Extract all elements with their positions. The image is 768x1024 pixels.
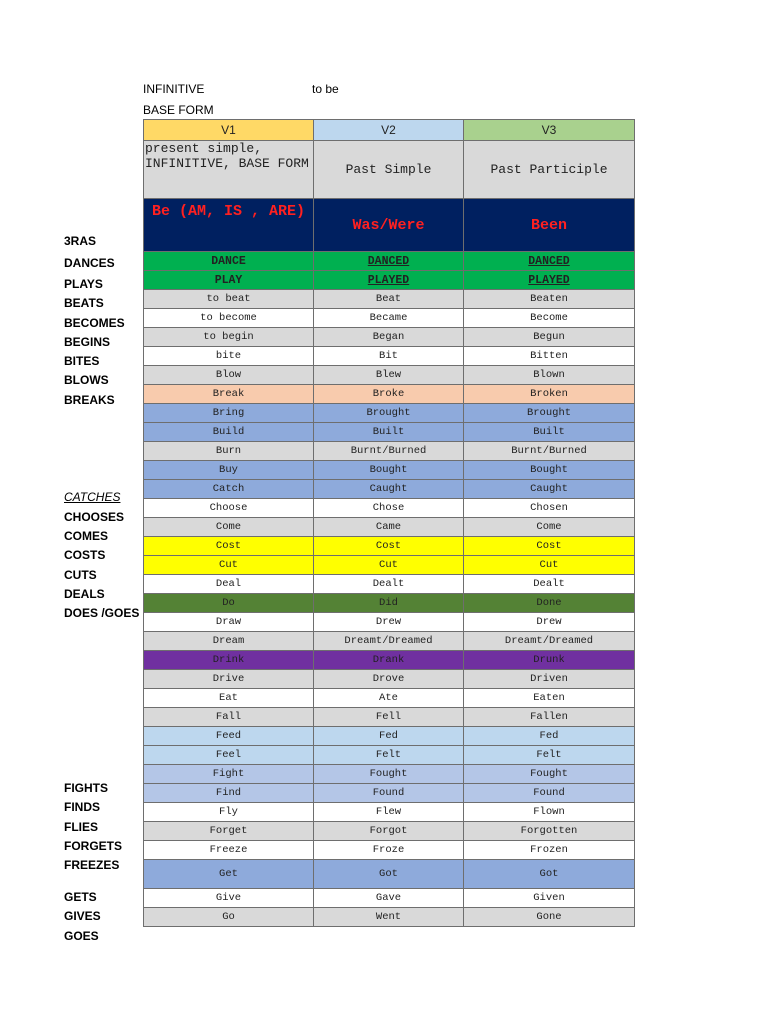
verb-v2-cell: Fought <box>314 765 464 784</box>
verb-row <box>144 404 635 423</box>
verb-v3-cell: Caught <box>464 480 635 499</box>
verb-v3-cell: Beaten <box>464 290 635 309</box>
verb-v2-cell: Forgot <box>314 822 464 841</box>
v3-header: V3 <box>464 120 635 141</box>
verb-row <box>144 499 635 518</box>
verb-v1-cell: Break <box>144 385 314 404</box>
verb-v1-cell: Eat <box>144 689 314 708</box>
verb-v2-cell: Brought <box>314 404 464 423</box>
verb-v3-cell: PLAYED <box>464 271 635 290</box>
third-person-label: DEALS <box>64 587 105 601</box>
third-person-label: BEGINS <box>64 335 111 349</box>
third-person-label: BREAKS <box>64 393 115 407</box>
verb-v1-cell: Give <box>144 889 314 908</box>
verb-row <box>144 841 635 860</box>
verb-v2-cell: Dreamt/Dreamed <box>314 632 464 651</box>
verb-v1-cell: Fly <box>144 803 314 822</box>
verb-row <box>144 594 635 613</box>
verb-v2-cell: Went <box>314 908 464 927</box>
verb-v3-cell: Broken <box>464 385 635 404</box>
verb-v1-cell: Feel <box>144 746 314 765</box>
verb-v2-cell: Came <box>314 518 464 537</box>
verb-v2-cell: Chose <box>314 499 464 518</box>
verb-row <box>144 803 635 822</box>
verb-v2-cell: Felt <box>314 746 464 765</box>
third-person-label: FLIES <box>64 820 99 834</box>
third-person-label: FINDS <box>64 800 100 814</box>
verb-v3-cell: Come <box>464 518 635 537</box>
verb-row <box>144 347 635 366</box>
verb-v1-cell: Drive <box>144 670 314 689</box>
verb-row <box>144 252 635 271</box>
verb-row <box>144 632 635 651</box>
third-person-label: BECOMES <box>64 316 125 330</box>
verb-v2-cell: Did <box>314 594 464 613</box>
verb-row <box>144 708 635 727</box>
verb-v2-cell: Drove <box>314 670 464 689</box>
verb-v1-cell: Do <box>144 594 314 613</box>
verb-v2-cell: Gave <box>314 889 464 908</box>
verb-v2-cell: Ate <box>314 689 464 708</box>
verb-v1-cell: to become <box>144 309 314 328</box>
verb-v2-cell: Blew <box>314 366 464 385</box>
verb-v3-cell: Drunk <box>464 651 635 670</box>
verb-v3-cell: DANCED <box>464 252 635 271</box>
verb-v2-cell: Broke <box>314 385 464 404</box>
third-person-label: BEATS <box>64 296 104 310</box>
verb-v1-cell: Bring <box>144 404 314 423</box>
verb-v2-cell: DANCED <box>314 252 464 271</box>
verb-v1-cell: Come <box>144 518 314 537</box>
verb-row <box>144 765 635 784</box>
verb-row <box>144 480 635 499</box>
verb-v3-cell: Cost <box>464 537 635 556</box>
verb-v2-cell: Built <box>314 423 464 442</box>
verb-table <box>143 119 635 927</box>
verb-v3-cell: Gone <box>464 908 635 927</box>
verb-v1-cell: Feed <box>144 727 314 746</box>
verb-v3-cell: Become <box>464 309 635 328</box>
verb-v3-cell: Driven <box>464 670 635 689</box>
verb-v1-cell: Catch <box>144 480 314 499</box>
verb-v1-cell: to beat <box>144 290 314 309</box>
third-person-label: FORGETS <box>64 839 123 853</box>
verb-v3-cell: Forgotten <box>464 822 635 841</box>
description-row <box>144 141 635 199</box>
third-person-label: 3RAS <box>64 234 97 248</box>
verb-v3-cell: Begun <box>464 328 635 347</box>
verb-row <box>144 385 635 404</box>
verb-v1-cell: Go <box>144 908 314 927</box>
infinitive-value: to be <box>312 82 339 96</box>
verb-v3-cell: Found <box>464 784 635 803</box>
verb-v1-cell: Fall <box>144 708 314 727</box>
verb-v2-cell: Dealt <box>314 575 464 594</box>
base-form-label: BASE FORM <box>143 103 214 117</box>
verb-row <box>144 328 635 347</box>
verb-v3-cell: Chosen <box>464 499 635 518</box>
verb-v3-cell: Bought <box>464 461 635 480</box>
third-person-label: CUTS <box>64 568 97 582</box>
third-person-label: FIGHTS <box>64 781 108 795</box>
v1-description: present simple, INFINITIVE, BASE FORM <box>144 141 314 199</box>
be-v3: Been <box>464 199 635 252</box>
verb-v1-cell: PLAY <box>144 271 314 290</box>
verb-v2-cell: Drank <box>314 651 464 670</box>
verb-row <box>144 290 635 309</box>
third-person-label: CHOOSES <box>64 510 125 524</box>
verb-v1-cell: Find <box>144 784 314 803</box>
verb-row <box>144 889 635 908</box>
verb-v1-cell: Dream <box>144 632 314 651</box>
third-person-label: FREEZES <box>64 858 120 872</box>
verb-v3-cell: Fallen <box>464 708 635 727</box>
verb-v3-cell: Fed <box>464 727 635 746</box>
verb-row <box>144 746 635 765</box>
be-v2: Was/Were <box>314 199 464 252</box>
v3-description: Past Participle <box>464 141 635 199</box>
verb-row <box>144 860 635 889</box>
verb-v1-cell: Get <box>144 860 314 889</box>
verb-v3-cell: Built <box>464 423 635 442</box>
verb-v1-cell: bite <box>144 347 314 366</box>
verb-v2-cell: Fed <box>314 727 464 746</box>
verb-v1-cell: Blow <box>144 366 314 385</box>
v1-header: V1 <box>144 120 314 141</box>
verb-v3-cell: Burnt/Burned <box>464 442 635 461</box>
verb-row <box>144 784 635 803</box>
verb-v3-cell: Drew <box>464 613 635 632</box>
verb-row <box>144 366 635 385</box>
infinitive-label: INFINITIVE <box>143 82 205 96</box>
verb-v1-cell: Freeze <box>144 841 314 860</box>
verb-v3-cell: Fought <box>464 765 635 784</box>
verb-row <box>144 670 635 689</box>
third-person-label: DANCES <box>64 256 115 270</box>
verb-v2-cell: Caught <box>314 480 464 499</box>
verb-v2-cell: Found <box>314 784 464 803</box>
verb-v1-cell: Deal <box>144 575 314 594</box>
verb-v2-cell: Began <box>314 328 464 347</box>
version-header-row <box>144 120 635 141</box>
verb-v1-cell: Cost <box>144 537 314 556</box>
v2-header: V2 <box>314 120 464 141</box>
verb-row <box>144 651 635 670</box>
verb-v2-cell: Got <box>314 860 464 889</box>
verb-v3-cell: Bitten <box>464 347 635 366</box>
verb-v1-cell: Buy <box>144 461 314 480</box>
verb-v1-cell: to begin <box>144 328 314 347</box>
verb-v1-cell: DANCE <box>144 252 314 271</box>
verb-v2-cell: Cut <box>314 556 464 575</box>
verb-v3-cell: Given <box>464 889 635 908</box>
verb-v1-cell: Draw <box>144 613 314 632</box>
third-person-label: PLAYS <box>64 277 103 291</box>
verb-v2-cell: Bought <box>314 461 464 480</box>
v2-description: Past Simple <box>314 141 464 199</box>
verb-row <box>144 423 635 442</box>
verb-v3-cell: Frozen <box>464 841 635 860</box>
verb-v2-cell: Fell <box>314 708 464 727</box>
verb-v1-cell: Fight <box>144 765 314 784</box>
verb-v2-cell: Cost <box>314 537 464 556</box>
verb-row <box>144 613 635 632</box>
verb-v2-cell: Flew <box>314 803 464 822</box>
third-person-label: GOES <box>64 929 99 943</box>
third-person-label: BITES <box>64 354 100 368</box>
third-person-label: GETS <box>64 890 97 904</box>
be-v1: Be (AM, IS , ARE) <box>144 199 314 252</box>
third-person-label: COSTS <box>64 548 106 562</box>
verb-v3-cell: Dealt <box>464 575 635 594</box>
verb-row <box>144 822 635 841</box>
verb-v3-cell: Got <box>464 860 635 889</box>
verb-row <box>144 727 635 746</box>
verb-v2-cell: Froze <box>314 841 464 860</box>
verb-v3-cell: Felt <box>464 746 635 765</box>
verb-v2-cell: Burnt/Burned <box>314 442 464 461</box>
verb-v2-cell: Bit <box>314 347 464 366</box>
third-person-label: DOES /GOES <box>64 606 140 620</box>
verb-v3-cell: Done <box>464 594 635 613</box>
verb-row <box>144 461 635 480</box>
verb-v1-cell: Burn <box>144 442 314 461</box>
verb-v3-cell: Eaten <box>464 689 635 708</box>
third-person-label: COMES <box>64 529 109 543</box>
verb-row <box>144 518 635 537</box>
verb-v3-cell: Cut <box>464 556 635 575</box>
verb-v3-cell: Blown <box>464 366 635 385</box>
third-person-label: BLOWS <box>64 373 109 387</box>
verb-v1-cell: Forget <box>144 822 314 841</box>
third-person-label: CATCHES <box>64 490 121 504</box>
verb-v3-cell: Flown <box>464 803 635 822</box>
verb-v2-cell: Beat <box>314 290 464 309</box>
verb-row <box>144 309 635 328</box>
third-person-label: GIVES <box>64 909 101 923</box>
verb-row <box>144 556 635 575</box>
verb-v3-cell: Brought <box>464 404 635 423</box>
verb-row <box>144 271 635 290</box>
verb-row <box>144 908 635 927</box>
verb-v1-cell: Build <box>144 423 314 442</box>
verb-v2-cell: PLAYED <box>314 271 464 290</box>
verb-row <box>144 575 635 594</box>
verb-v3-cell: Dreamt/Dreamed <box>464 632 635 651</box>
verb-v1-cell: Cut <box>144 556 314 575</box>
be-row <box>144 199 635 252</box>
verb-row <box>144 442 635 461</box>
verb-v1-cell: Choose <box>144 499 314 518</box>
verb-v2-cell: Became <box>314 309 464 328</box>
verb-v2-cell: Drew <box>314 613 464 632</box>
verb-v1-cell: Drink <box>144 651 314 670</box>
verb-row <box>144 537 635 556</box>
verb-row <box>144 689 635 708</box>
